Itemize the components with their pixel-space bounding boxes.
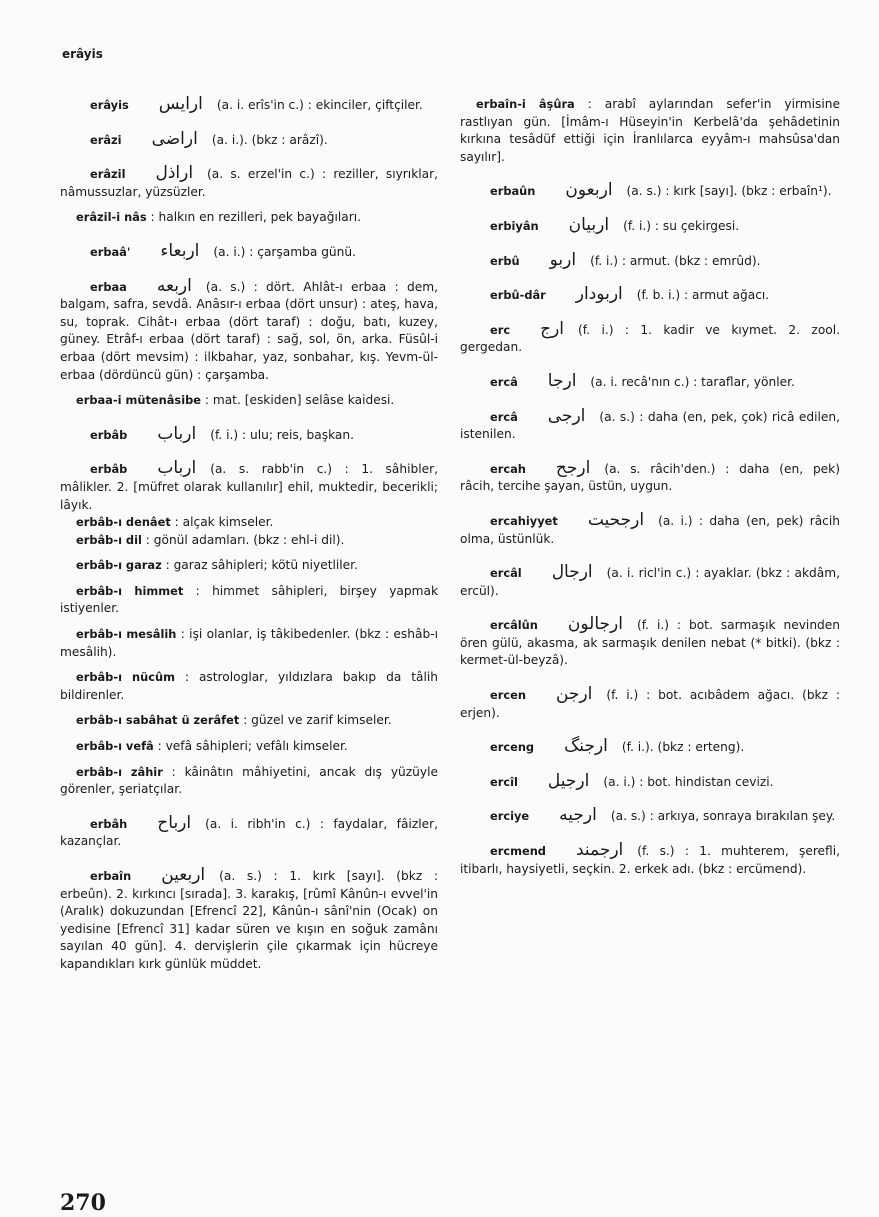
dictionary-entry: [60, 423, 438, 445]
entry-definition: (a. s.) : arkıya, sonraya bırakılan şey.: [610, 809, 836, 824]
entry-definition: (f. b. i.) : armut ağacı.: [636, 288, 770, 303]
left-column: [60, 96, 438, 974]
running-head: erâyis: [62, 47, 103, 61]
entry-definition: (a. s. erzel'in c.) : reziller, sıyrıklar, nâmussuzlar, yüzsüzler.: [60, 167, 438, 199]
entry-headword: erbaûn: [490, 184, 536, 199]
page-number: 270: [60, 1190, 106, 1216]
entry-arabic-script: ارجى: [547, 405, 586, 426]
entry-headword: erbaîn-i âşûra: [476, 97, 575, 111]
entry-arabic-script: ارايس: [158, 94, 203, 114]
entry-headword: erbâb: [90, 427, 128, 442]
entry-definition: (f. i.) : su çekirgesi.: [623, 218, 740, 233]
entry-arabic-script: اربو: [549, 249, 577, 270]
entry-headword: erbâb-ı denâet: [76, 515, 171, 530]
entry-arabic-script: ارباب: [157, 423, 197, 444]
entry-arabic-script: ارباح: [157, 812, 192, 833]
entry-definition: : halkın en rezilleri, pek bayağıları.: [150, 210, 361, 225]
entry-headword: erâzil: [90, 167, 126, 182]
dictionary-entry: [460, 770, 840, 792]
entry-definition: : işi olanlar, iş tâkibedenler. (bkz : eshâb-ı mesâlih).: [60, 627, 438, 659]
entry-headword: ercâl: [490, 566, 522, 581]
dictionary-entry: [60, 812, 438, 851]
entry-headword: erbiyân: [490, 218, 539, 233]
entry-headword: erbâb-ı dil: [76, 532, 142, 547]
entry-arabic-script: ارجمند: [575, 840, 624, 861]
dictionary-entry: [460, 616, 840, 670]
dictionary-entry: [60, 557, 438, 575]
dictionary-entry: [60, 275, 438, 385]
entry-arabic-script: اراضى: [151, 128, 198, 149]
entry-definition: (a. i.) : daha (en, pek) râcih olma, üstünlük.: [460, 513, 840, 546]
right-column: [460, 96, 840, 878]
entry-headword: erbaîn: [90, 869, 132, 883]
dictionary-entry: [460, 182, 840, 201]
entry-definition: (a. i.). (bkz : arâzî).: [211, 132, 328, 147]
entry-definition: (f. i.) : armut. (bkz : emrûd).: [590, 253, 761, 268]
entry-definition: : gönül adamları. (bkz : ehl-i dil).: [145, 532, 345, 547]
entry-definition: (f. i.) : 1. kadir ve kıymet. 2. zool. gergedan.: [460, 322, 840, 355]
entry-arabic-script: ارجيه: [559, 805, 597, 826]
entry-arabic-script: ارجح: [555, 457, 591, 478]
dictionary-entry: [460, 249, 840, 271]
entry-definition: (a. s.) : kırk [sayı]. (bkz : erbaîn¹).: [626, 184, 832, 199]
dictionary-entry: [60, 738, 438, 756]
dictionary-entry: [460, 214, 840, 236]
entry-arabic-script: اربودار: [575, 284, 623, 305]
entry-headword: ercen: [490, 688, 526, 703]
entry-arabic-script: ارباب: [157, 458, 197, 479]
entry-arabic-script: ارجالون: [567, 614, 623, 635]
entry-arabic-script: اربعون: [565, 180, 613, 201]
entry-definition: (f. s.) : 1. muhterem, şerefli, itibarlı, haysiyetli, seçkin. 2. erkek adı. (bkz : ercümend).: [460, 844, 840, 876]
entry-definition: (a. i.) : bot. hindistan cevizi.: [603, 774, 774, 789]
entry-definition: (a. i. erîs'in c.) : ekinciler, çiftçiler.: [216, 98, 423, 112]
entry-headword: erbâh: [90, 816, 128, 831]
entry-headword: ercmend: [490, 844, 546, 859]
entry-arabic-script: ارجحيت: [587, 509, 645, 530]
dictionary-entry: [60, 96, 438, 115]
entry-definition: : alçak kimseler.: [174, 515, 274, 530]
entry-definition: : mat. [eskiden] selâse kaidesi.: [204, 393, 395, 408]
entry-arabic-script: ارجال: [551, 562, 593, 583]
entry-headword: erâyis: [90, 98, 129, 112]
entry-headword: erc: [490, 322, 511, 337]
entry-arabic-script: اربعه: [156, 275, 192, 296]
entry-headword: erbâb-ı mesâlih: [76, 627, 177, 642]
entry-arabic-script: ارجا: [547, 370, 577, 391]
dictionary-entry: [60, 128, 438, 150]
entry-headword: erbâb-ı himmet: [76, 583, 184, 598]
dictionary-entry: [60, 669, 438, 704]
entry-arabic-script: اربعين: [161, 865, 206, 885]
entry-headword: erbâb-ı sabâhat ü zerâfet: [76, 713, 240, 728]
dictionary-entry: [60, 626, 438, 661]
entry-arabic-script: ارجن: [555, 684, 593, 705]
dictionary-entry: [460, 457, 840, 496]
entry-headword: erciye: [490, 809, 530, 824]
entry-definition: (a. s.) : daha (en, pek, çok) ricâ edilen, istenilen.: [460, 409, 840, 442]
entry-arabic-script: اراذل: [155, 163, 194, 184]
entry-headword: erbâb-ı zâhir: [76, 764, 163, 779]
dictionary-entry: [460, 370, 840, 392]
entry-arabic-script: اربيان: [568, 214, 610, 235]
entry-headword: erbaa: [90, 279, 127, 294]
entry-headword: erâzil-i nâs: [76, 210, 147, 225]
entry-arabic-script: ارجيل: [547, 770, 590, 791]
entry-definition: (a. s.) : 1. kırk [sayı]. (bkz : erbeûn). 2. kırkıncı [sırada]. 3. karakış, [rûmî Kânûn-ı evvel'in (Aralık) dokuzundan [Efrencî 22], Kânûn-ı sânî'nin (Ocak) on yedisine [Efrencî 31] kadar süren ve kışın en soğuk zamânı sayılan 40 gün]. 4. dervişlerin çile çıkarmak için hücreye kapandıkları kırk günlük müddet.: [60, 869, 438, 971]
entry-definition: : garaz sâhipleri; kötü niyetliler.: [165, 558, 358, 573]
entry-headword: ercahiyyet: [490, 513, 558, 528]
entry-definition: : arabî aylarından sefer'in yirmisine rastlıyan gün. [İmâm-ı Hüseyin'in Kerbelâ'da şehâdetinin kırkına tesâdüf ettiği için İranlılarca eyyâm-ı mahsûsa'dan sayılır].: [460, 97, 840, 164]
dictionary-entry: [60, 867, 438, 974]
dictionary-entry: [460, 738, 840, 757]
dictionary-entry: [460, 509, 840, 548]
dictionary-entry: [60, 240, 438, 262]
dictionary-entry: [460, 405, 840, 444]
entry-headword: ercîl: [490, 774, 518, 789]
entry-definition: : vefâ sâhipleri; vefâlı kimseler.: [157, 739, 348, 754]
dictionary-entry: [60, 209, 438, 227]
dictionary-entry: [460, 318, 840, 357]
entry-definition: (a. s. rabb'in c.) : 1. sâhibler, mâlikler. 2. [müfret olarak kullanılır] ehil, muktedir, becerikli; lâyık.: [60, 462, 438, 512]
entry-definition: : astrologlar, yıldızlara bakıp da tâlih bildirenler.: [60, 670, 439, 702]
entry-definition: (a. i.) : çarşamba günü.: [213, 244, 356, 259]
dictionary-entry: [60, 712, 438, 730]
entry-definition: (f. i.) : bot. acıbâdem ağacı. (bkz : erjen).: [460, 688, 840, 720]
entry-headword: ercah: [490, 461, 526, 476]
entry-headword: erbâb-ı garaz: [76, 558, 162, 573]
dictionary-entry: [60, 764, 438, 799]
dictionary-entry: [460, 842, 840, 878]
entry-definition: (f. i.). (bkz : erteng).: [621, 740, 745, 755]
entry-definition: (a. i. ricl'in c.) : ayaklar. (bkz : akdâm, ercül).: [460, 566, 840, 598]
entry-headword: erbû-dâr: [490, 288, 546, 303]
entry-definition: : güzel ve zarif kimseler.: [243, 713, 392, 728]
dictionary-entry: [460, 286, 840, 305]
dictionary-entry: [60, 392, 438, 410]
entry-definition: (a. s. râcih'den.) : daha (en, pek) râcih, tercihe şayan, üstün, uygun.: [460, 461, 840, 494]
entry-arabic-script: ارجنگ: [564, 736, 608, 757]
entry-definition: (a. i. recâ'nın c.) : taraflar, yönler.: [590, 374, 795, 389]
dictionary-entry: [460, 96, 840, 166]
entry-headword: erâzi: [90, 132, 122, 147]
entry-headword: erbâb-ı vefâ: [76, 739, 154, 754]
dictionary-entry: [60, 460, 438, 514]
dictionary-entry: [60, 165, 438, 201]
entry-definition: (a. s.) : dört. Ahlât-ı erbaa : dem, balgam, safra, sevdâ. Anâsır-ı erbaa (dört unsur) : ateş, hava, su, toprak. Cihât-ı erbaa (dört taraf) : doğu, batı, kuzey, güney. Etrâf-ı erbaa (dört taraf) : sağ, sol, ön, arka. Füsûl-i erbaa (dört mevsim) : ilkbahar, yaz, sonbahar, kış. Yevm-ül-erbaa (dördüncü gün) : çarşamba.: [60, 279, 438, 382]
entry-definition: : kâinâtın mâhiyetini, ancak dış yüzüyle görenler, şeriatçılar.: [60, 764, 438, 797]
entry-headword: erbaa-i mütenâsibe: [76, 393, 201, 408]
dictionary-entry: [460, 564, 840, 600]
entry-definition: (f. i.) : bot. sarmaşık nevinden ören gülü, akasma, ak sarmaşık denilen nebat (* bitki). (bkz : kermet-ül-beyzâ).: [460, 618, 840, 668]
entry-headword: erceng: [490, 740, 535, 755]
entry-headword: ercâlûn: [490, 618, 538, 633]
entry-definition: (f. i.) : ulu; reis, başkan.: [210, 427, 354, 442]
entry-headword: erbâb-ı nücûm: [76, 670, 175, 685]
entry-headword: ercâ: [490, 409, 518, 424]
entry-definition: (a. i. ribh'in c.) : faydalar, fâizler, kazançlar.: [60, 816, 438, 849]
entry-headword: erbû: [490, 253, 520, 268]
dictionary-entry: [60, 532, 438, 550]
entry-arabic-script: ارج: [540, 318, 565, 339]
dictionary-entry: [460, 807, 840, 826]
dictionary-entry: [460, 686, 840, 722]
entry-headword: ercâ: [490, 374, 518, 389]
entry-headword: erbâb: [90, 462, 128, 477]
dictionary-entry: [60, 583, 438, 618]
entry-headword: erbaâ': [90, 244, 131, 259]
entry-arabic-script: اربعاء: [160, 240, 200, 261]
entry-definition: : himmet sâhipleri, birşey yapmak istiyenler.: [60, 583, 439, 616]
dictionary-entry: [60, 514, 438, 532]
